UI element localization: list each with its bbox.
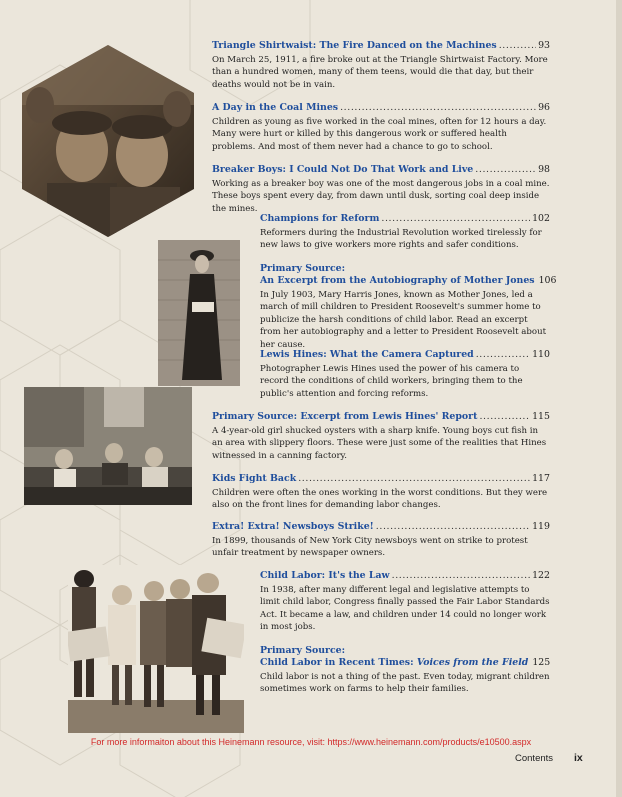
toc-entry-description: Working as a breaker boy was one of the most dangerous jobs in a coal mine. These boys spent every day, from dawn until dusk, sorting coal deep inside the mines. [212,179,550,214]
leader-dots [476,349,530,361]
toc-entry-title[interactable]: Breaker Boys: I Could Not Do That Work and Live [212,164,474,175]
toc-entry-child-labor-law [260,570,550,634]
toc-entry-description: Children were often the ones working in the worst conditions. But they were also on the front lines for demanding labor changes. [212,488,548,511]
toc-entry-title-line[interactable] [212,473,550,485]
toc-entry-title-line[interactable] [260,657,550,669]
toc-entry-child-labor-recent-times [260,645,550,696]
toc-entry-kicker: Primary Source: [260,263,346,274]
toc-entry-page: 117 [532,473,550,484]
toc-entry-title-italic: Voices from the Field [416,657,529,668]
toc-entry-lewis-hines-camera [260,349,550,400]
leader-dots [499,40,536,52]
toc-entry-title[interactable]: Primary Source: Excerpt from Lewis Hines' Report [212,411,478,422]
toc-entry-page: 102 [532,213,550,224]
toc-entry-title[interactable]: Triangle Shirtwaist: The Fire Danced on the Machines [212,40,497,51]
toc-entry-title-line[interactable] [260,213,550,225]
newsboys-photo [68,565,244,733]
leader-dots [298,473,530,485]
toc-entry-title-line[interactable] [260,570,550,582]
toc-entry-description: A 4-year-old girl shucked oysters with a sharp knife. Young boys cut fish in an area with slippery floors. These were just some of the realities that Hines witnessed in a canning factory. [212,426,547,461]
toc-entry-title[interactable]: Lewis Hines: What the Camera Captured [260,349,474,360]
page-number: ix [574,752,583,764]
toc-entry-coal-mines [212,102,550,153]
leader-dots [376,521,530,533]
toc-entry-newsboys-strike [212,521,550,560]
toc-entry-title[interactable]: An Excerpt from the Autobiography of Mother Jones [260,275,535,286]
toc-entry-page: 110 [532,349,550,360]
cannery-children-photo [24,387,192,505]
toc-entry-page: 96 [538,102,550,113]
toc-entry-breaker-boys [212,164,550,215]
resource-link-note[interactable]: For more informaiton about this Heinemann resource, visit: https://www.heinemann.com/products/e10500.aspx [90,737,532,747]
toc-entry-title-line[interactable] [212,102,550,114]
leader-dots [475,164,536,176]
toc-entry-champions-for-reform [260,213,550,252]
mother-jones-photo [158,240,240,386]
coal-miner-boys-photo [22,45,194,237]
toc-entry-kids-fight-back [212,473,550,512]
leader-dots [392,570,530,582]
toc-entry-title[interactable] [260,657,528,669]
toc-entry-title-roman: Child Labor in Recent Times: [260,657,417,668]
toc-entry-title-line[interactable] [212,164,550,176]
toc-entry-description: Reformers during the Industrial Revolution worked tirelessly for new laws to give workers more rights and safer conditions. [260,228,542,251]
toc-entry-description: In 1938, after many different legal and legislative attempts to limit child labor, Congress finally passed the Fair Labor Standards Act. It became a law, and children under 14 could no longer work in most jobs. [260,585,550,633]
toc-entry-title[interactable]: Child Labor: It's the Law [260,570,390,581]
toc-entry-lewis-hines-report [212,411,550,462]
toc-entry-title-line[interactable] [212,40,550,52]
toc-entry-page: 122 [532,570,550,581]
toc-entry-title-line[interactable] [260,275,557,287]
toc-entry-title-line[interactable] [212,411,550,423]
toc-entry-title[interactable]: Extra! Extra! Newsboys Strike! [212,521,374,532]
toc-entry-page: 93 [538,40,550,51]
toc-entry-page: 106 [538,275,557,286]
toc-entry-page: 119 [532,521,550,532]
toc-entry-description: Children as young as five worked in the coal mines, often for 12 hours a day. Many were hurt or killed by this dangerous work or suffered health problems. And most of them never had a chance to go to school. [212,117,547,152]
toc-entry-kicker: Primary Source: [260,645,346,656]
toc-entry-page: 125 [532,657,551,668]
toc-entry-title[interactable]: Kids Fight Back [212,473,297,484]
leader-dots [340,102,536,114]
toc-entry-title-line[interactable] [212,521,550,533]
toc-entry-mother-jones [260,263,557,351]
leader-dots [479,411,530,423]
toc-entry-description: On March 25, 1911, a fire broke out at the Triangle Shirtwaist Factory. More than a hundred women, many of them teens, would die that day, but their deaths would not be in vain. [212,55,548,90]
toc-entry-title[interactable]: Champions for Reform [260,213,380,224]
toc-entry-description: Photographer Lewis Hines used the power of his camera to record the conditions of child workers, bringing them to the public's attention and forcing reforms. [260,364,523,399]
leader-dots [381,213,530,225]
section-label: Contents [515,753,554,764]
page-edge [616,0,622,797]
toc-entry-description: In 1899, thousands of New York City newsboys went on strike to protest unfair treatment by newspaper owners. [212,536,528,559]
toc-entry-title-line[interactable] [260,349,550,361]
toc-entry-title[interactable]: A Day in the Coal Mines [212,102,339,113]
toc-entry-description: Child labor is not a thing of the past. Even today, migrant children sometimes work on farms to help their families. [260,672,550,695]
toc-entry-page: 115 [532,411,550,422]
toc-entry-page: 98 [538,164,550,175]
toc-entry-triangle-shirtwaist [212,40,550,91]
toc-entry-description: In July 1903, Mary Harris Jones, known as Mother Jones, led a march of mill children to President Roosevelt's summer home to publicize the harsh conditions of child labor. Read an excerpt from her autobiography and a letter to President Roosevelt about her cause. [260,290,547,350]
